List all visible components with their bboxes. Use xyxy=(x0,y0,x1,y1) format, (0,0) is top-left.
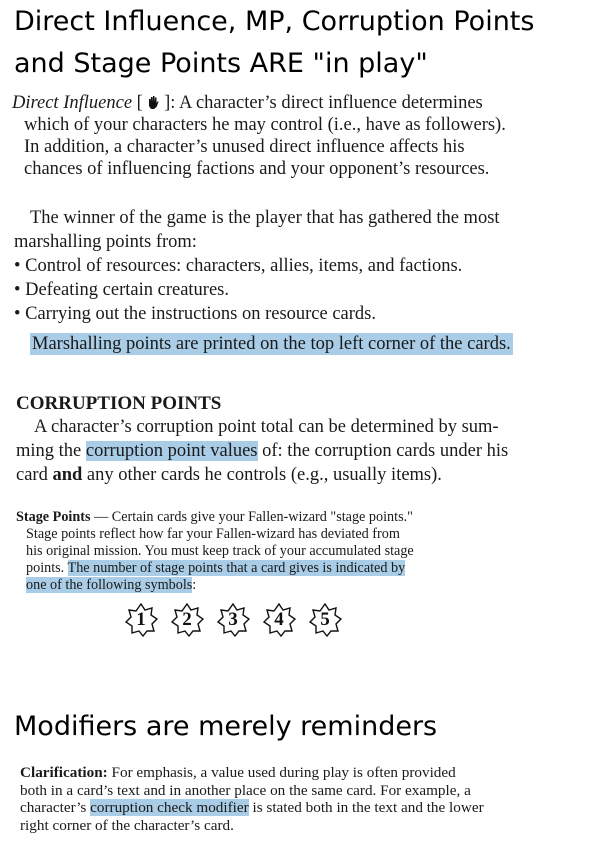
stage-points-term: Stage Points xyxy=(16,509,91,525)
corruption-line-3-post: any other cards he controls (e.g., usually items). xyxy=(82,465,442,485)
marshalling-line-1: The winner of the game is the player that has gathered the most xyxy=(30,208,500,228)
marshalling-highlight: Marshalling points are printed on the top left corner of the cards. xyxy=(32,334,511,354)
stage-symbol-3 xyxy=(216,603,250,637)
corruption-title: CORRUPTION POINTS xyxy=(16,393,222,414)
stage-symbol-1 xyxy=(124,603,158,637)
marshalling-bullet-3-text: Carrying out the instructions on resource cards. xyxy=(25,304,377,324)
clarification-line-2: both in a card’s text and in another place on the same card. For example, a xyxy=(20,781,471,799)
stage-symbol-1-label: 1 xyxy=(136,609,146,630)
stage-points-line-4 xyxy=(16,560,456,577)
clarification-paragraph xyxy=(20,764,580,834)
stage-points-highlight-2: one of the following symbols xyxy=(26,577,193,593)
stage-points-highlight-1: The number of stage points that a card gives is indicated by xyxy=(67,560,406,576)
hand-icon xyxy=(147,94,159,109)
stage-points-line-3: his original mission. You must keep track of your accumulated stage xyxy=(26,543,414,559)
clarification-term: Clarification: xyxy=(20,764,108,781)
direct-influence-line-2: which of your characters he may control (i.e., have as followers). xyxy=(24,115,506,135)
stage-symbol-4-label: 4 xyxy=(274,609,284,630)
stage-points-line-4-pre: points. xyxy=(26,560,68,576)
stage-symbol-3-label: 3 xyxy=(228,609,238,630)
corruption-line-3-pre: card xyxy=(16,465,53,485)
corruption-section xyxy=(16,393,594,487)
stage-symbols xyxy=(124,603,342,637)
corruption-check-modifier-highlight: corruption check modifier xyxy=(90,799,249,816)
clarification-line-4: right corner of the character’s card. xyxy=(20,816,234,834)
modifiers-heading: Modifiers are merely reminders xyxy=(14,711,438,742)
marshalling-bullet-3: • Carrying out the instructions on resource cards. xyxy=(14,304,377,324)
clarification-line-1 xyxy=(20,764,580,782)
corruption-line-3 xyxy=(16,463,594,487)
marshalling-bullet-2: • Defeating certain creatures. xyxy=(14,280,229,300)
direct-influence-line-1: A character’s direct influence determines xyxy=(175,93,483,113)
corruption-line-2-post: of: the corruption cards under his xyxy=(257,441,509,461)
stage-symbol-4 xyxy=(262,603,296,637)
marshalling-paragraph xyxy=(14,206,594,356)
marshalling-bullet-1-text: Control of resources: characters, allies, items, and factions. xyxy=(25,256,463,276)
clarification-line-1-rest: For emphasis, a value used during play is often provided xyxy=(107,764,456,781)
main-heading xyxy=(14,4,534,82)
bracket-open: [ xyxy=(132,93,148,113)
direct-influence-paragraph xyxy=(12,92,592,180)
bracket-close: ]: xyxy=(159,93,176,113)
clarification-line-3-post: is stated both in the text and the lower xyxy=(248,799,484,816)
direct-influence-line-3: In addition, a character’s unused direct influence affects his xyxy=(24,137,465,157)
direct-influence-term: Direct Influence xyxy=(12,93,133,113)
main-heading-line-2: and Stage Points ARE "in play" xyxy=(14,48,428,79)
stage-points-line-2: Stage points reflect how far your Fallen-wizard has deviated from xyxy=(26,526,400,542)
stage-points-line-1 xyxy=(16,509,456,526)
stage-points-line-5-post: : xyxy=(192,577,197,593)
corruption-line-3-bold: and xyxy=(52,465,83,485)
stage-symbol-2 xyxy=(170,603,204,637)
stage-symbol-5-label: 5 xyxy=(320,609,330,630)
corruption-line-2-pre: ming the xyxy=(16,441,86,461)
stage-symbol-2-label: 2 xyxy=(182,609,192,630)
direct-influence-line-4: chances of influencing factions and your opponent’s resources. xyxy=(24,159,490,179)
main-heading-line-1: Direct Influence, MP, Corruption Points xyxy=(14,6,535,37)
marshalling-bullet-2-text: Defeating certain creatures. xyxy=(25,280,229,300)
stage-points-section xyxy=(16,509,456,594)
stage-symbol-5 xyxy=(308,603,342,637)
corruption-point-values-highlight: corruption point values xyxy=(85,441,258,461)
clarification-line-3 xyxy=(20,799,580,817)
corruption-line-2 xyxy=(16,439,594,463)
marshalling-bullet-1: • Control of resources: characters, allies, items, and factions. xyxy=(14,256,463,276)
corruption-line-1: A character’s corruption point total can be determined by sum- xyxy=(34,417,499,437)
marshalling-line-2: marshalling points from: xyxy=(14,232,197,252)
clarification-line-3-pre: character’s xyxy=(20,799,91,816)
stage-points-line-5 xyxy=(16,577,456,594)
stage-points-line-1-rest: — Certain cards give your Fallen-wizard "stage points." xyxy=(90,509,413,525)
